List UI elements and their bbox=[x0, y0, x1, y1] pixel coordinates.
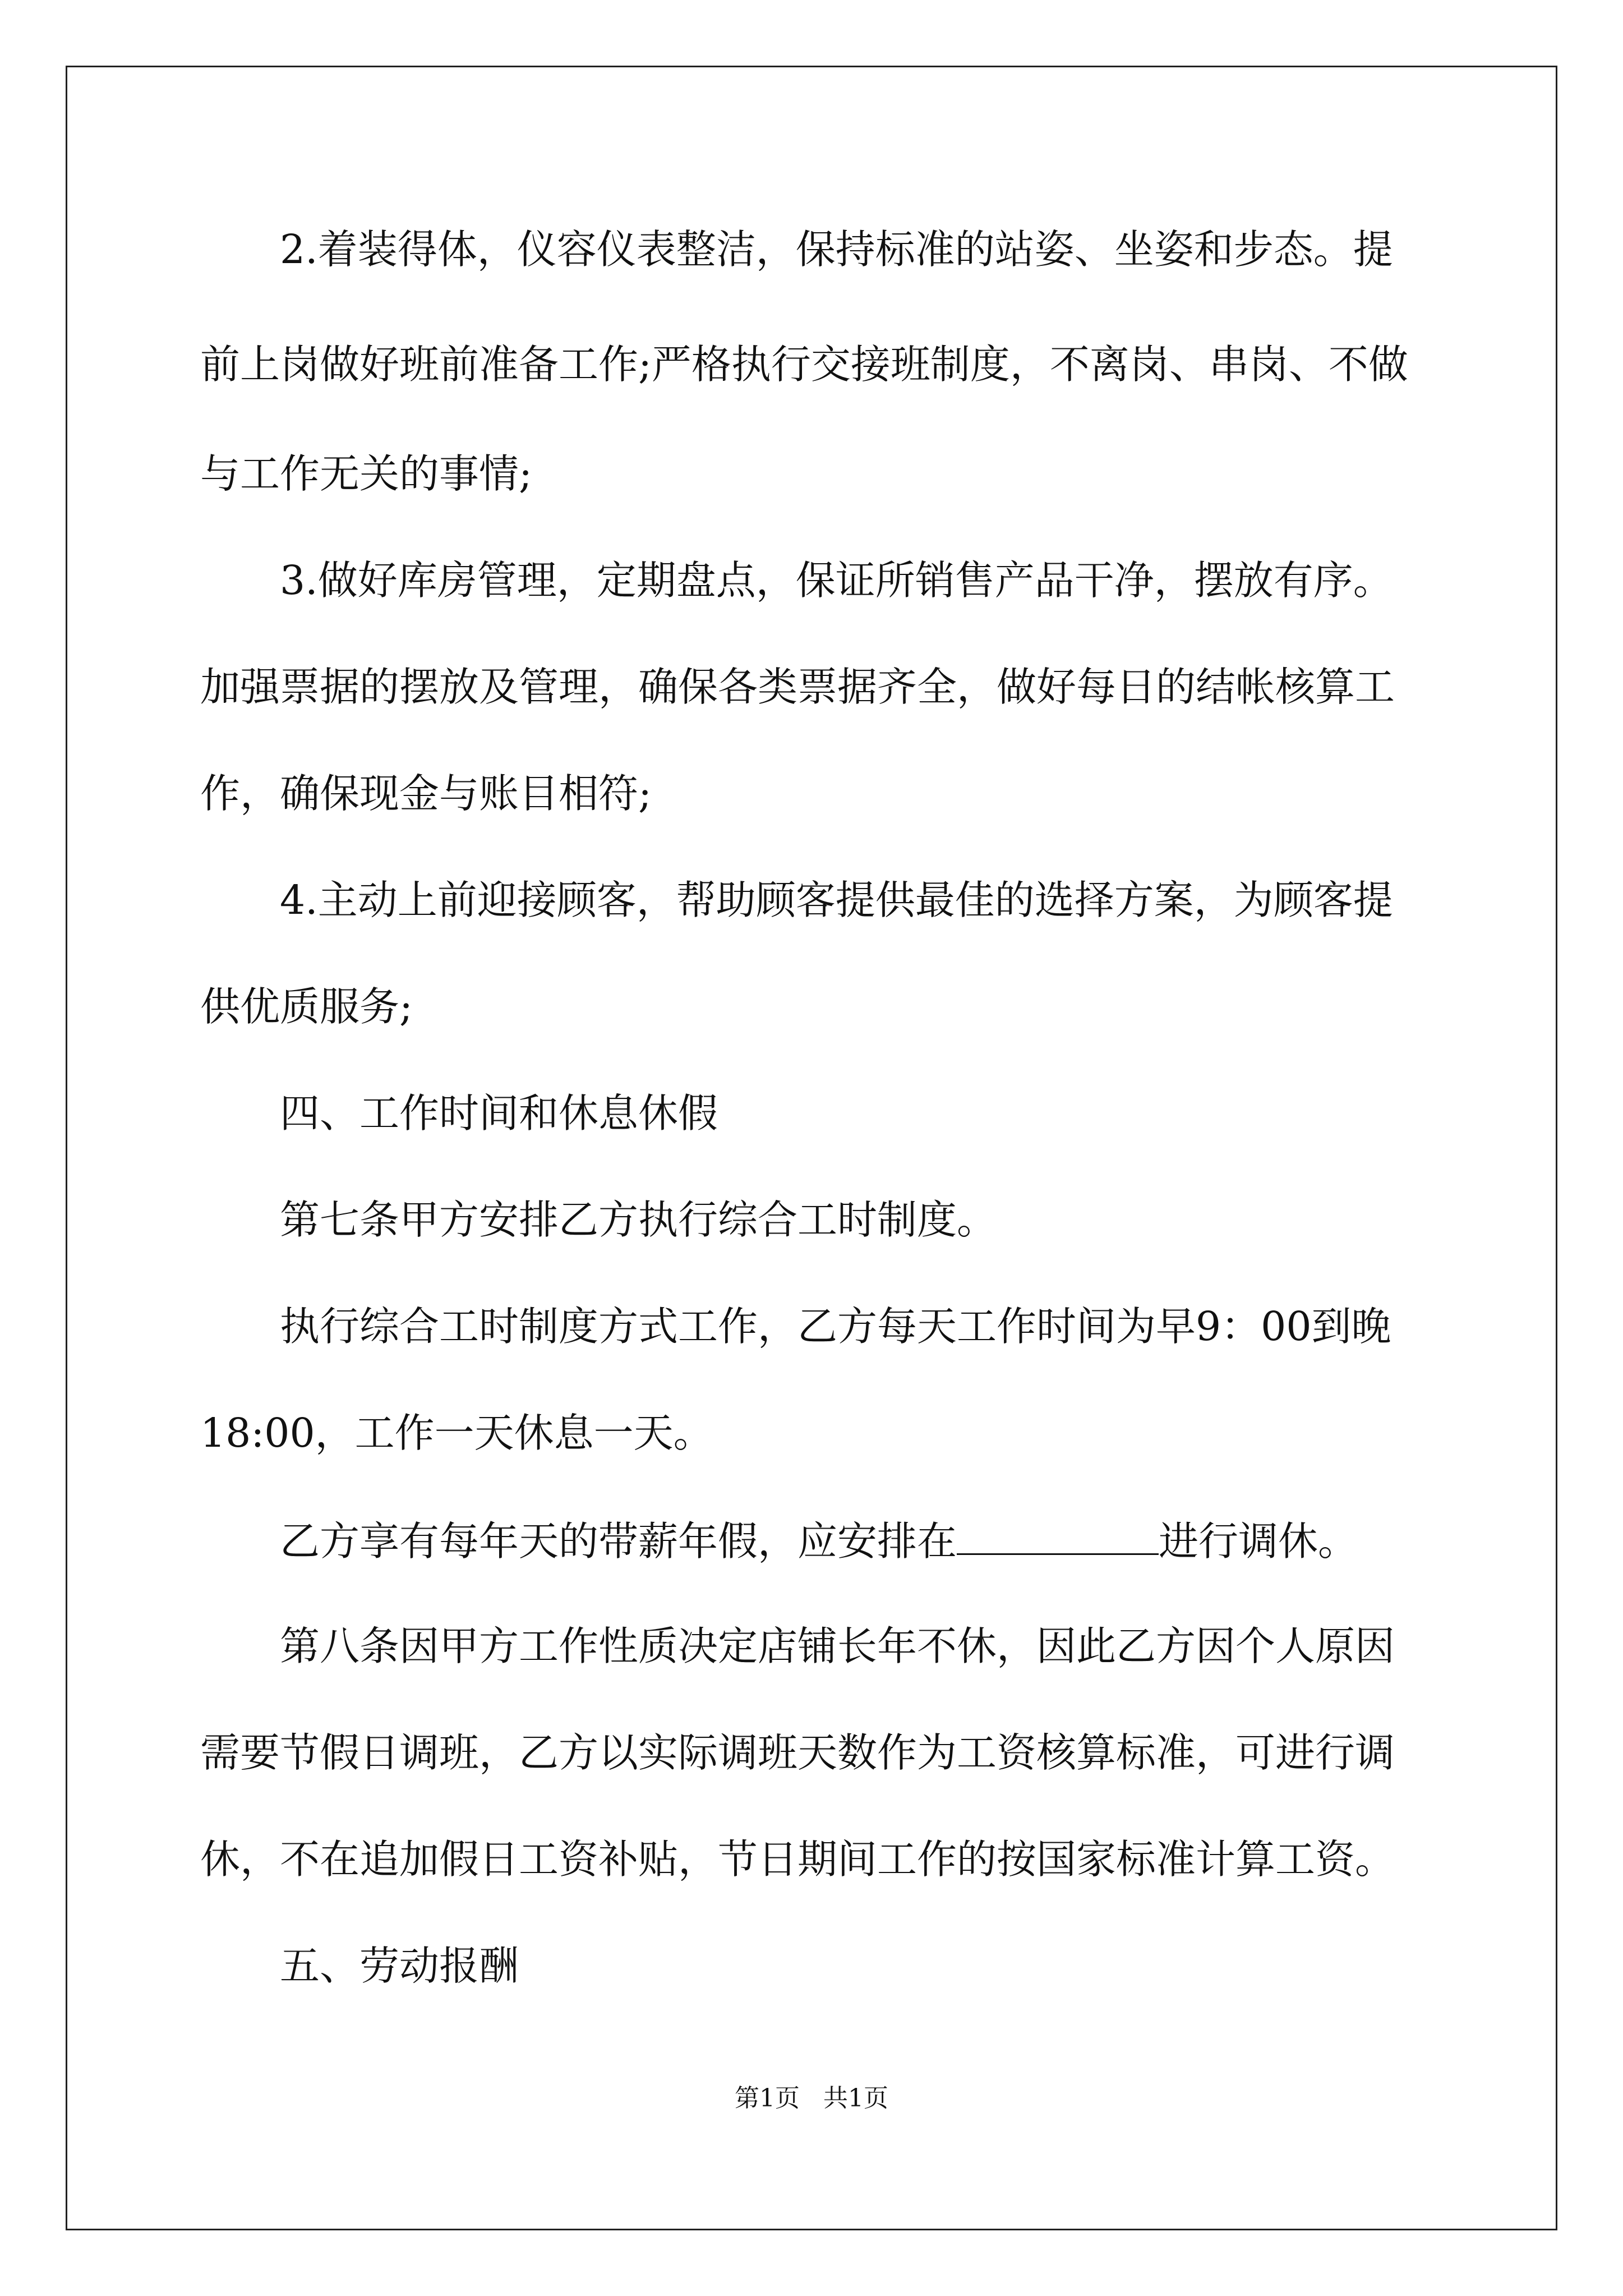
paragraph-3-line-2: 加强票据的摆放及管理，确保各类票据齐全，做好每日的结帐核算工 bbox=[200, 664, 1395, 710]
annual-leave-line bbox=[200, 1517, 1358, 1565]
article-8-line-3: 休，不在追加假日工资补贴，节日期间工作的按国家标准计算工资。 bbox=[200, 1836, 1395, 1883]
page-border bbox=[66, 66, 1557, 2230]
paragraph-3-line-3: 作，确保现金与账目相符; bbox=[200, 770, 652, 817]
paragraph-3-line-1: 3.做好库房管理，定期盘点，保证所销售产品干净，摆放有序。 bbox=[280, 557, 1393, 604]
paragraph-4-line-1: 4.主动上前迎接顾客，帮助顾客提供最佳的选择方案，为顾客提 bbox=[280, 877, 1393, 923]
work-hours-line-2: 18:00，工作一天休息一天。 bbox=[200, 1410, 713, 1456]
article-8-line-1: 第八条因甲方工作性质决定店铺长年不休，因此乙方因个人原因 bbox=[280, 1623, 1395, 1669]
article-7: 第七条甲方安排乙方执行综合工时制度。 bbox=[280, 1197, 997, 1243]
paragraph-2-line-1: 2.着装得体，仪容仪表整洁，保持标准的站姿、坐姿和步态。提 bbox=[280, 226, 1393, 273]
page-footer: 第1页 共1页 bbox=[735, 2084, 888, 2113]
work-hours-line-1: 执行综合工时制度方式工作，乙方每天工作时间为早9：00到晚 bbox=[280, 1303, 1391, 1350]
paragraph-2-line-3: 与工作无关的事情; bbox=[200, 450, 532, 497]
annual-leave-text: 乙方享有每年天的带薪年假，应安排在 bbox=[280, 1518, 957, 1565]
section-heading-work-hours: 四、工作时间和休息休假 bbox=[280, 1090, 718, 1137]
section-heading-compensation: 五、劳动报酬 bbox=[280, 1943, 519, 1989]
fill-in-blank bbox=[957, 1517, 1159, 1555]
paragraph-2-line-2: 前上岗做好班前准备工作;严格执行交接班制度，不离岗、串岗、不做 bbox=[200, 341, 1408, 388]
annual-leave-suffix: 进行调休。 bbox=[1159, 1518, 1358, 1565]
paragraph-4-line-2: 供优质服务; bbox=[200, 983, 413, 1030]
article-8-line-2: 需要节假日调班，乙方以实际调班天数作为工资核算标准，可进行调 bbox=[200, 1729, 1395, 1776]
